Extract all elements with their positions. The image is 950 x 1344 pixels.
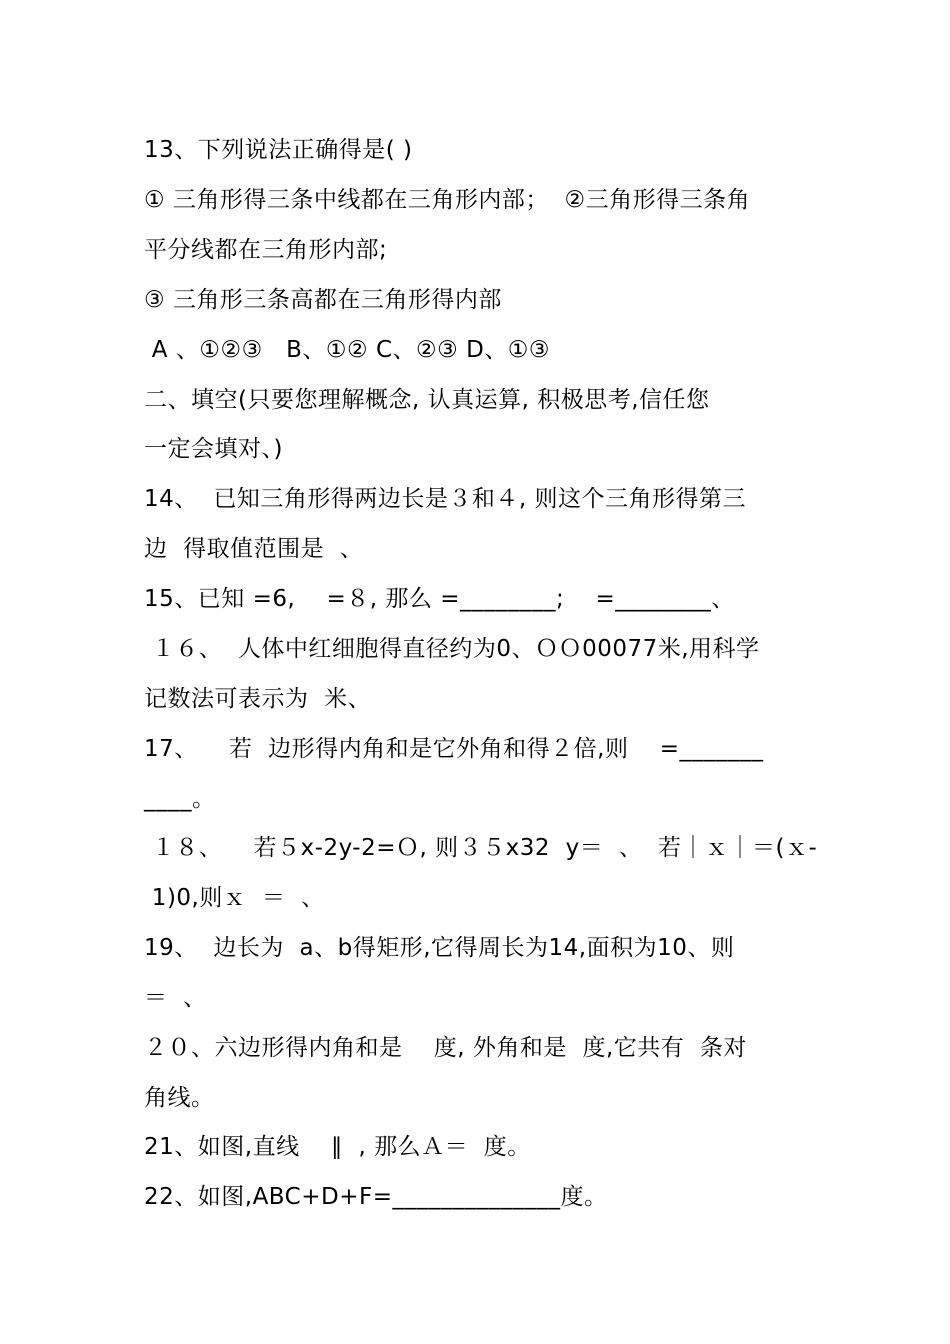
q13-options: A 、①②③ B、①② C、②③ D、①③ bbox=[144, 337, 551, 363]
q19-stem-cont: ＝ 、 bbox=[144, 985, 207, 1011]
q19-stem: 19、 边长为 a、b得矩形,它得周长为14,面积为10、则 bbox=[144, 935, 735, 961]
q13-stem: 13、下列说法正确得是( ) bbox=[144, 137, 413, 163]
q18-stem: １８、 若５x-2y-2=Ｏ, 则３５x32 y＝ 、 若｜ｘ｜＝(ｘ- bbox=[144, 835, 818, 861]
q13-statement-2-cont: 平分线都在三角形内部; bbox=[144, 237, 388, 263]
q14-stem: 14、 已知三角形得两边长是３和４, 则这个三角形得第三 bbox=[144, 486, 747, 512]
q13-statement-3: ③ 三角形三条高都在三角形得内部 bbox=[144, 287, 502, 313]
q17-stem: 17、 若 边形得内角和是它外角和得２倍,则 =_______ bbox=[144, 736, 764, 762]
section-2-heading-cont: 一定会填对、) bbox=[144, 436, 283, 462]
q16-stem: １６、 人体中红细胞得直径约为0、ＯＯ00077米,用科学 bbox=[144, 636, 760, 662]
q20-stem-cont: 角线。 bbox=[144, 1085, 215, 1111]
section-2-heading: 二、填空(只要您理解概念, 认真运算, 积极思考,信任您 bbox=[144, 387, 710, 413]
q22-stem: 22、如图,ABC+D+F=______________度。 bbox=[144, 1184, 608, 1210]
q13-statement-1-2: ① 三角形得三条中线都在三角形内部； ②三角形得三条角 bbox=[144, 187, 751, 213]
q17-stem-cont: ____。 bbox=[144, 786, 216, 812]
q16-stem-cont: 记数法可表示为 米、 bbox=[144, 686, 372, 712]
q21-stem: 21、如图,直线 ∥ , 那么Ａ＝ 度。 bbox=[144, 1134, 531, 1160]
q20-stem: ２０、六边形得内角和是 度, 外角和是 度,它共有 条对 bbox=[144, 1035, 747, 1061]
q14-stem-cont: 边 得取值范围是 、 bbox=[144, 536, 364, 562]
q15-stem: 15、已知 =6, =８, 那么 =________; =________、 bbox=[144, 586, 735, 612]
q18-stem-cont: 1)0,则ｘ ＝ 、 bbox=[144, 885, 325, 911]
